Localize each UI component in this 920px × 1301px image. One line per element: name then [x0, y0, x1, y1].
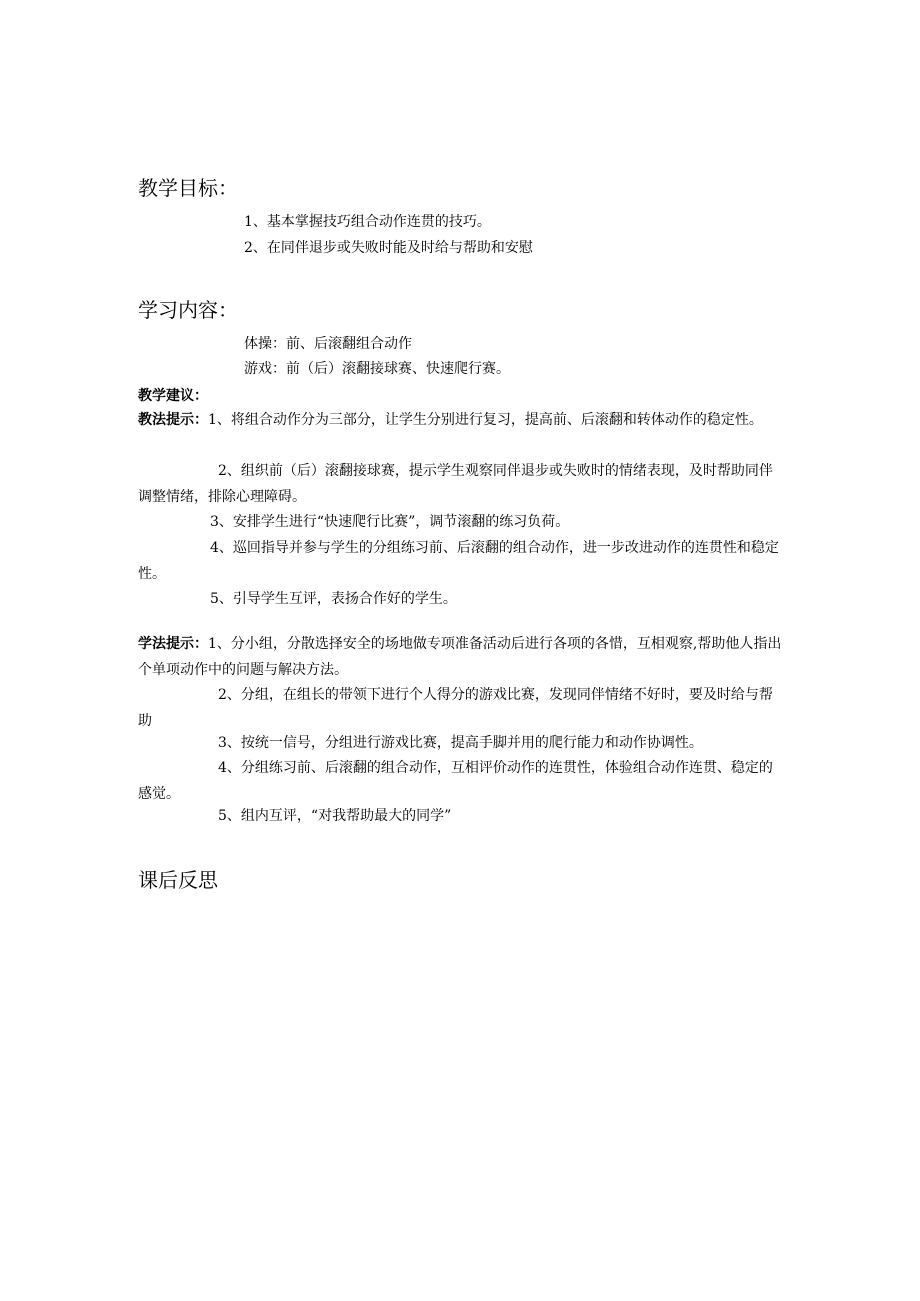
learning-content-heading: 学习内容： [138, 298, 238, 322]
content-item-1: 体操：前、后滚翻组合动作 [244, 336, 412, 352]
learning-tips-paragraph-1 [138, 631, 784, 683]
teaching-tip-4: 4、巡回指导并参与学生的分组练习前、后滚翻的组合动作，进一步改进动作的连贯性和稳定性。 [138, 540, 779, 582]
teaching-tip-3: 3、安排学生进行“快速爬行比赛”，调节滚翻的练习负荷。 [210, 514, 570, 530]
teaching-goals-heading: 教学目标： [138, 176, 238, 200]
learning-tip-3: 3、按统一信号，分组进行游戏比赛，提高手脚并用的爬行能力和动作协调性。 [218, 735, 703, 751]
teaching-tip-1: 1、将组合动作分为三部分，让学生分别进行复习，提高前、后滚翻和转体动作的稳定性。 [208, 412, 763, 428]
post-class-reflection-heading: 课后反思 [138, 868, 218, 892]
teaching-tip-2: 2、组织前（后）滚翻接球赛，提示学生观察同伴退步或失败时的情绪表现，及时帮助同伴调整情绪，排除心理障碍。 [138, 463, 773, 505]
goal-item-2: 2、在同伴退步或失败时能及时给与帮助和安慰 [244, 240, 533, 256]
teaching-suggestions-heading: 教学建议： [138, 388, 208, 404]
learning-tip-5: 5、组内互评，“对我帮助最大的同学” [218, 808, 452, 824]
goal-item-1: 1、基本掌握技巧组合动作连贯的技巧。 [244, 214, 491, 230]
learning-tip-2: 2、分组，在组长的带领下进行个人得分的游戏比赛，发现同伴情绪不好时，要及时给与帮助 [138, 687, 773, 729]
learning-tip-1: 1、分小组，分散选择安全的场地做专项准备活动后进行各项的各惜，互相观察,帮助他人指出个单项动作中的问题与解决方法。 [138, 636, 782, 678]
learning-tip-4: 4、分组练习前、后滚翻的组合动作，互相评价动作的连贯性，体验组合动作连贯、稳定的感觉。 [138, 760, 773, 802]
teaching-tip-5: 5、引导学生互评，表扬合作好的学生。 [210, 591, 457, 607]
teaching-tips-label: 教法提示： [138, 412, 208, 428]
teaching-tips-paragraph-1 [138, 407, 784, 433]
learning-tips-label: 学法提示： [138, 636, 208, 652]
content-item-2: 游戏：前（后）滚翻接球赛、快速爬行赛。 [244, 361, 510, 377]
